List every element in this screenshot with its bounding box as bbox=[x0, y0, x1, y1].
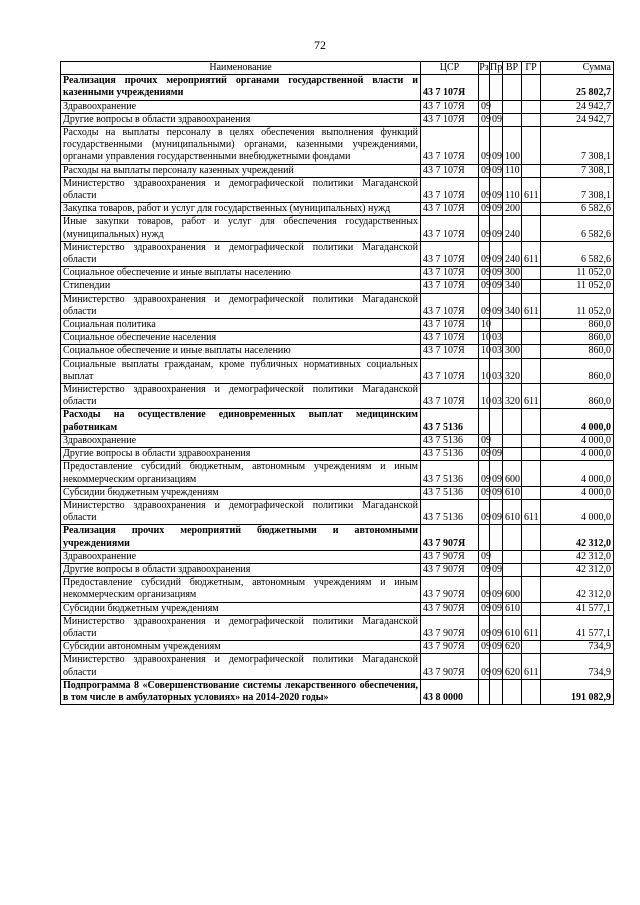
cell-gr bbox=[522, 75, 541, 100]
cell-vr: 300 bbox=[503, 345, 522, 358]
cell-sum: 860,0 bbox=[541, 345, 614, 358]
cell-rz: 10 bbox=[479, 358, 490, 383]
table-row bbox=[61, 486, 614, 499]
cell-pr: 09 bbox=[490, 641, 503, 654]
table-row bbox=[61, 641, 614, 654]
cell-csr: 43 7 107Я bbox=[421, 332, 479, 345]
cell-gr bbox=[522, 641, 541, 654]
cell-pr: 09 bbox=[490, 280, 503, 293]
cell-gr bbox=[522, 203, 541, 216]
cell-vr bbox=[503, 525, 522, 550]
cell-vr: 620 bbox=[503, 641, 522, 654]
cell-csr: 43 7 907Я bbox=[421, 654, 479, 679]
cell-rz: 09 bbox=[479, 654, 490, 679]
cell-csr: 43 7 907Я bbox=[421, 602, 479, 615]
cell-sum: 42 312,0 bbox=[541, 525, 614, 550]
table-row bbox=[61, 100, 614, 113]
cell-sum: 4 000,0 bbox=[541, 499, 614, 524]
cell-csr: 43 7 5136 bbox=[421, 409, 479, 434]
cell-csr: 43 7 107Я bbox=[421, 177, 479, 202]
cell-rz bbox=[479, 409, 490, 434]
cell-name: Министерство здравоохранения и демографической политики Магаданской области bbox=[61, 241, 421, 266]
table-row bbox=[61, 319, 614, 332]
cell-pr: 03 bbox=[490, 358, 503, 383]
table-row bbox=[61, 127, 614, 165]
cell-gr bbox=[522, 525, 541, 550]
cell-csr: 43 7 5136 bbox=[421, 486, 479, 499]
cell-sum: 24 942,7 bbox=[541, 100, 614, 113]
cell-pr: 09 bbox=[490, 267, 503, 280]
cell-pr: 09 bbox=[490, 448, 503, 461]
cell-vr: 610 bbox=[503, 499, 522, 524]
cell-sum: 41 577,1 bbox=[541, 602, 614, 615]
cell-rz: 09 bbox=[479, 127, 490, 165]
cell-pr bbox=[490, 679, 503, 704]
cell-gr bbox=[522, 332, 541, 345]
cell-name: Субсидии автономным учреждениям bbox=[61, 641, 421, 654]
cell-rz: 09 bbox=[479, 113, 490, 126]
cell-csr: 43 7 107Я bbox=[421, 100, 479, 113]
cell-vr bbox=[503, 409, 522, 434]
cell-vr: 610 bbox=[503, 486, 522, 499]
table-row bbox=[61, 177, 614, 202]
cell-csr: 43 7 107Я bbox=[421, 267, 479, 280]
cell-name: Министерство здравоохранения и демографической политики Магаданской области bbox=[61, 499, 421, 524]
cell-rz: 09 bbox=[479, 641, 490, 654]
table-row bbox=[61, 164, 614, 177]
cell-name: Социальное обеспечение и иные выплаты населению bbox=[61, 267, 421, 280]
cell-csr: 43 7 907Я bbox=[421, 563, 479, 576]
cell-pr: 09 bbox=[490, 203, 503, 216]
cell-pr bbox=[490, 100, 503, 113]
cell-gr bbox=[522, 319, 541, 332]
cell-sum: 860,0 bbox=[541, 358, 614, 383]
cell-pr bbox=[490, 409, 503, 434]
cell-vr bbox=[503, 100, 522, 113]
table-body bbox=[61, 75, 614, 705]
cell-csr: 43 7 5136 bbox=[421, 434, 479, 447]
cell-rz: 09 bbox=[479, 448, 490, 461]
cell-gr bbox=[522, 280, 541, 293]
table-row bbox=[61, 75, 614, 100]
cell-rz: 10 bbox=[479, 319, 490, 332]
cell-vr bbox=[503, 75, 522, 100]
cell-name: Социальная политика bbox=[61, 319, 421, 332]
cell-rz: 09 bbox=[479, 615, 490, 640]
cell-csr: 43 7 107Я bbox=[421, 113, 479, 126]
cell-sum: 6 582,6 bbox=[541, 203, 614, 216]
cell-vr: 300 bbox=[503, 267, 522, 280]
cell-name: Другие вопросы в области здравоохранения bbox=[61, 448, 421, 461]
cell-pr: 09 bbox=[490, 577, 503, 602]
cell-vr: 340 bbox=[503, 280, 522, 293]
table-row bbox=[61, 602, 614, 615]
cell-pr: 09 bbox=[490, 499, 503, 524]
table-row bbox=[61, 332, 614, 345]
cell-sum: 860,0 bbox=[541, 332, 614, 345]
table-row bbox=[61, 241, 614, 266]
cell-name: Министерство здравоохранения и демографической политики Магаданской области bbox=[61, 615, 421, 640]
header-csr: ЦСР bbox=[421, 62, 479, 75]
cell-rz: 09 bbox=[479, 602, 490, 615]
cell-name: Субсидии бюджетным учреждениям bbox=[61, 486, 421, 499]
cell-sum: 860,0 bbox=[541, 319, 614, 332]
cell-rz: 10 bbox=[479, 345, 490, 358]
cell-gr bbox=[522, 550, 541, 563]
cell-name: Министерство здравоохранения и демографической политики Магаданской области bbox=[61, 384, 421, 409]
table-header-row bbox=[61, 62, 614, 75]
cell-pr: 03 bbox=[490, 332, 503, 345]
cell-gr bbox=[522, 486, 541, 499]
cell-pr: 09 bbox=[490, 563, 503, 576]
cell-rz: 09 bbox=[479, 577, 490, 602]
cell-vr: 100 bbox=[503, 127, 522, 165]
cell-vr: 610 bbox=[503, 615, 522, 640]
cell-vr bbox=[503, 332, 522, 345]
cell-gr bbox=[522, 461, 541, 486]
cell-pr bbox=[490, 550, 503, 563]
cell-vr: 110 bbox=[503, 177, 522, 202]
cell-vr bbox=[503, 319, 522, 332]
cell-name: Предоставление субсидий бюджетным, автономным учреждениям и иным некоммерческим организациям bbox=[61, 577, 421, 602]
cell-csr: 43 7 107Я bbox=[421, 319, 479, 332]
header-pr: Пр bbox=[490, 62, 503, 73]
cell-csr: 43 8 0000 bbox=[421, 679, 479, 704]
table-row bbox=[61, 679, 614, 704]
cell-csr: 43 7 107Я bbox=[421, 280, 479, 293]
cell-gr bbox=[522, 679, 541, 704]
cell-sum: 11 052,0 bbox=[541, 267, 614, 280]
cell-name: Социальное обеспечение населения bbox=[61, 332, 421, 345]
cell-vr: 240 bbox=[503, 216, 522, 241]
cell-pr: 03 bbox=[490, 345, 503, 358]
cell-pr: 09 bbox=[490, 461, 503, 486]
cell-sum: 7 308,1 bbox=[541, 177, 614, 202]
cell-pr: 09 bbox=[490, 293, 503, 318]
header-rz: Рз bbox=[479, 62, 489, 73]
cell-pr: 09 bbox=[490, 216, 503, 241]
cell-name: Социальное обеспечение и иные выплаты населению bbox=[61, 345, 421, 358]
cell-gr: 611 bbox=[522, 615, 541, 640]
cell-name: Социальные выплаты гражданам, кроме публичных нормативных социальных выплат bbox=[61, 358, 421, 383]
cell-vr bbox=[503, 679, 522, 704]
cell-sum: 11 052,0 bbox=[541, 293, 614, 318]
cell-gr bbox=[522, 100, 541, 113]
cell-pr bbox=[490, 434, 503, 447]
table-row bbox=[61, 448, 614, 461]
header-name: Наименование bbox=[61, 62, 421, 75]
table-row bbox=[61, 409, 614, 434]
cell-pr: 09 bbox=[490, 113, 503, 126]
cell-sum: 6 582,6 bbox=[541, 216, 614, 241]
cell-gr: 611 bbox=[522, 241, 541, 266]
cell-name: Здравоохранение bbox=[61, 434, 421, 447]
cell-pr: 09 bbox=[490, 486, 503, 499]
table-row bbox=[61, 267, 614, 280]
table-row bbox=[61, 216, 614, 241]
cell-sum: 6 582,6 bbox=[541, 241, 614, 266]
cell-sum: 25 802,7 bbox=[541, 75, 614, 100]
cell-csr: 43 7 5136 bbox=[421, 499, 479, 524]
cell-rz: 10 bbox=[479, 384, 490, 409]
table-row bbox=[61, 577, 614, 602]
cell-sum: 7 308,1 bbox=[541, 164, 614, 177]
cell-vr: 600 bbox=[503, 577, 522, 602]
cell-sum: 41 577,1 bbox=[541, 615, 614, 640]
cell-csr: 43 7 107Я bbox=[421, 345, 479, 358]
cell-gr bbox=[522, 113, 541, 126]
cell-name: Здравоохранение bbox=[61, 550, 421, 563]
cell-rz: 09 bbox=[479, 280, 490, 293]
cell-pr: 09 bbox=[490, 241, 503, 266]
cell-csr: 43 7 107Я bbox=[421, 164, 479, 177]
cell-gr: 611 bbox=[522, 499, 541, 524]
cell-name: Расходы на выплаты персоналу казенных учреждений bbox=[61, 164, 421, 177]
table-row bbox=[61, 499, 614, 524]
cell-name: Субсидии бюджетным учреждениям bbox=[61, 602, 421, 615]
cell-gr bbox=[522, 216, 541, 241]
cell-vr bbox=[503, 113, 522, 126]
cell-csr: 43 7 107Я bbox=[421, 216, 479, 241]
cell-name: Предоставление субсидий бюджетным, автономным учреждениям и иным некоммерческим организациям bbox=[61, 461, 421, 486]
cell-csr: 43 7 907Я bbox=[421, 525, 479, 550]
cell-sum: 4 000,0 bbox=[541, 434, 614, 447]
cell-vr: 340 bbox=[503, 293, 522, 318]
cell-rz: 09 bbox=[479, 563, 490, 576]
cell-vr bbox=[503, 550, 522, 563]
cell-csr: 43 7 107Я bbox=[421, 358, 479, 383]
cell-gr bbox=[522, 602, 541, 615]
table-row bbox=[61, 654, 614, 679]
cell-gr bbox=[522, 127, 541, 165]
table-row bbox=[61, 525, 614, 550]
cell-gr: 611 bbox=[522, 293, 541, 318]
cell-gr: 611 bbox=[522, 177, 541, 202]
cell-rz: 09 bbox=[479, 216, 490, 241]
cell-pr: 09 bbox=[490, 602, 503, 615]
cell-gr bbox=[522, 358, 541, 383]
cell-rz: 09 bbox=[479, 177, 490, 202]
table-row bbox=[61, 461, 614, 486]
cell-rz: 09 bbox=[479, 461, 490, 486]
budget-table bbox=[60, 61, 614, 705]
table-row bbox=[61, 203, 614, 216]
cell-name: Министерство здравоохранения и демографической политики Магаданской области bbox=[61, 654, 421, 679]
table-row bbox=[61, 434, 614, 447]
cell-name: Другие вопросы в области здравоохранения bbox=[61, 113, 421, 126]
cell-name: Закупка товаров, работ и услуг для государственных (муниципальных) нужд bbox=[61, 203, 421, 216]
cell-csr: 43 7 107Я bbox=[421, 241, 479, 266]
cell-sum: 42 312,0 bbox=[541, 577, 614, 602]
cell-rz: 09 bbox=[479, 550, 490, 563]
table-row bbox=[61, 358, 614, 383]
cell-gr bbox=[522, 448, 541, 461]
table-row bbox=[61, 615, 614, 640]
cell-vr bbox=[503, 563, 522, 576]
cell-gr bbox=[522, 409, 541, 434]
cell-rz: 09 bbox=[479, 241, 490, 266]
cell-sum: 42 312,0 bbox=[541, 563, 614, 576]
cell-sum: 734,9 bbox=[541, 654, 614, 679]
cell-sum: 191 082,9 bbox=[541, 679, 614, 704]
cell-csr: 43 7 107Я bbox=[421, 293, 479, 318]
cell-pr: 09 bbox=[490, 127, 503, 165]
cell-name: Подпрограмма 8 «Совершенствование системы лекарственного обеспечения, в том числе в амбулаторных условиях» на 2014-2020 годы» bbox=[61, 679, 421, 704]
cell-sum: 7 308,1 bbox=[541, 127, 614, 165]
cell-sum: 860,0 bbox=[541, 384, 614, 409]
cell-pr: 09 bbox=[490, 177, 503, 202]
cell-vr: 110 bbox=[503, 164, 522, 177]
cell-csr: 43 7 907Я bbox=[421, 615, 479, 640]
cell-rz: 09 bbox=[479, 486, 490, 499]
cell-rz: 09 bbox=[479, 203, 490, 216]
cell-sum: 42 312,0 bbox=[541, 550, 614, 563]
cell-name: Министерство здравоохранения и демографической политики Магаданской области bbox=[61, 177, 421, 202]
cell-gr bbox=[522, 164, 541, 177]
cell-csr: 43 7 907Я bbox=[421, 577, 479, 602]
cell-gr bbox=[522, 563, 541, 576]
page-number: 72 bbox=[314, 38, 326, 52]
cell-csr: 43 7 107Я bbox=[421, 75, 479, 100]
cell-rz bbox=[479, 75, 490, 100]
cell-rz: 10 bbox=[479, 332, 490, 345]
cell-vr: 620 bbox=[503, 654, 522, 679]
table-row bbox=[61, 563, 614, 576]
cell-pr: 09 bbox=[490, 164, 503, 177]
cell-sum: 24 942,7 bbox=[541, 113, 614, 126]
cell-name: Министерство здравоохранения и демографической политики Магаданской области bbox=[61, 293, 421, 318]
table-row bbox=[61, 293, 614, 318]
cell-rz: 09 bbox=[479, 100, 490, 113]
cell-vr: 610 bbox=[503, 602, 522, 615]
cell-csr: 43 7 5136 bbox=[421, 461, 479, 486]
cell-rz: 09 bbox=[479, 267, 490, 280]
cell-sum: 4 000,0 bbox=[541, 448, 614, 461]
cell-name: Расходы на осуществление единовременных выплат медицинским работникам bbox=[61, 409, 421, 434]
cell-csr: 43 7 907Я bbox=[421, 641, 479, 654]
cell-name: Иные закупки товаров, работ и услуг для обеспечения государственных (муниципальных) нужд bbox=[61, 216, 421, 241]
cell-csr: 43 7 107Я bbox=[421, 127, 479, 165]
cell-csr: 43 7 907Я bbox=[421, 550, 479, 563]
cell-sum: 11 052,0 bbox=[541, 280, 614, 293]
header-gr: ГР bbox=[522, 62, 541, 75]
cell-rz: 09 bbox=[479, 164, 490, 177]
cell-vr: 240 bbox=[503, 241, 522, 266]
cell-name: Реализация прочих мероприятий бюджетными и автономными учреждениями bbox=[61, 525, 421, 550]
table-row bbox=[61, 345, 614, 358]
cell-name: Другие вопросы в области здравоохранения bbox=[61, 563, 421, 576]
cell-vr: 320 bbox=[503, 358, 522, 383]
cell-rz: 09 bbox=[479, 434, 490, 447]
cell-gr bbox=[522, 577, 541, 602]
cell-pr: 09 bbox=[490, 654, 503, 679]
cell-name: Здравоохранение bbox=[61, 100, 421, 113]
cell-vr: 600 bbox=[503, 461, 522, 486]
cell-rz bbox=[479, 525, 490, 550]
cell-csr: 43 7 107Я bbox=[421, 203, 479, 216]
cell-sum: 734,9 bbox=[541, 641, 614, 654]
cell-gr bbox=[522, 345, 541, 358]
table-row bbox=[61, 113, 614, 126]
cell-csr: 43 7 5136 bbox=[421, 448, 479, 461]
cell-rz: 09 bbox=[479, 499, 490, 524]
cell-gr: 611 bbox=[522, 384, 541, 409]
cell-name: Стипендии bbox=[61, 280, 421, 293]
cell-pr bbox=[490, 75, 503, 100]
cell-gr bbox=[522, 434, 541, 447]
cell-gr: 611 bbox=[522, 654, 541, 679]
cell-rz bbox=[479, 679, 490, 704]
cell-vr: 320 bbox=[503, 384, 522, 409]
cell-name: Расходы на выплаты персоналу в целях обеспечения выполнения функций государственными (муниципальными) органами, казенными учреждениями, органами управления государственными внебюджетными фондами bbox=[61, 127, 421, 165]
cell-pr bbox=[490, 319, 503, 332]
header-sum: Сумма bbox=[541, 62, 614, 75]
cell-sum: 4 000,0 bbox=[541, 409, 614, 434]
cell-csr: 43 7 107Я bbox=[421, 384, 479, 409]
cell-gr bbox=[522, 267, 541, 280]
cell-sum: 4 000,0 bbox=[541, 461, 614, 486]
cell-sum: 4 000,0 bbox=[541, 486, 614, 499]
cell-vr bbox=[503, 448, 522, 461]
cell-pr: 03 bbox=[490, 384, 503, 409]
cell-vr: 200 bbox=[503, 203, 522, 216]
cell-vr bbox=[503, 434, 522, 447]
cell-rz: 09 bbox=[479, 293, 490, 318]
header-vr: ВР bbox=[503, 62, 522, 75]
table-row bbox=[61, 280, 614, 293]
table-row bbox=[61, 550, 614, 563]
table-row bbox=[61, 384, 614, 409]
cell-pr bbox=[490, 525, 503, 550]
cell-pr: 09 bbox=[490, 615, 503, 640]
cell-name: Реализация прочих мероприятий органами государственной власти и казенными учреждениями bbox=[61, 75, 421, 100]
